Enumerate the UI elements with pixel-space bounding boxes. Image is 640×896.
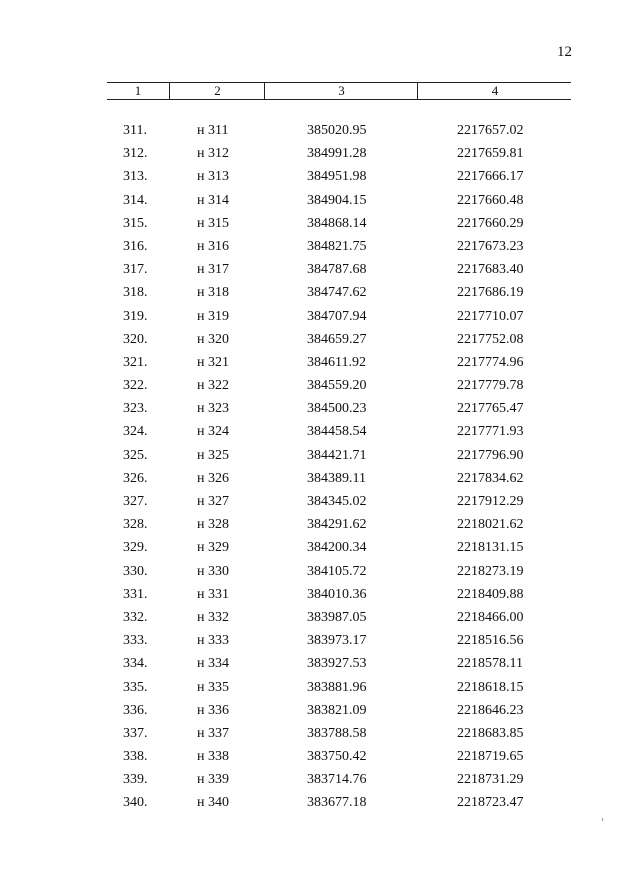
coordinate-y: 2218683.85: [457, 725, 524, 741]
table-row: [107, 351, 571, 374]
coordinate-y: 2217912.29: [457, 494, 524, 509]
row-number: 337.: [123, 725, 148, 741]
coordinate-x: 384291.62: [307, 517, 367, 533]
coordinate-x: 384991.28: [307, 146, 367, 162]
table-row: [107, 235, 571, 258]
coordinate-y: 2217666.17: [457, 169, 524, 185]
row-number: 316.: [123, 238, 148, 254]
point-name: н 320: [197, 331, 229, 347]
header-column-3: 3: [264, 83, 418, 99]
row-number: 339.: [123, 772, 148, 788]
table-row: [107, 606, 571, 629]
point-name: н 334: [197, 656, 229, 672]
coordinate-x: 384787.68: [307, 262, 367, 278]
coordinate-x: 384707.94: [307, 308, 367, 324]
coordinate-x: 384200.34: [307, 540, 367, 556]
table-row: [107, 397, 571, 420]
row-number: 335.: [123, 679, 148, 695]
row-number: 315.: [123, 215, 148, 231]
coordinate-y: 2217710.07: [457, 308, 524, 324]
row-number: 331.: [123, 586, 148, 602]
row-number: 336.: [123, 702, 148, 718]
coordinate-x: 384868.14: [307, 215, 367, 231]
coordinate-y: 2217774.96: [457, 354, 524, 370]
point-name: н 329: [197, 540, 229, 556]
point-name: н 333: [197, 633, 229, 649]
point-name: н 339: [197, 772, 229, 788]
header-column-2: 2: [169, 83, 265, 99]
coordinate-x: 384951.98: [307, 169, 367, 185]
point-name: н 312: [197, 146, 229, 162]
table-row: [107, 142, 571, 165]
row-number: 313.: [123, 169, 148, 185]
row-number: 332.: [123, 609, 148, 625]
point-name: н 316: [197, 238, 229, 254]
point-name: н 336: [197, 702, 229, 718]
table-row: [107, 189, 571, 212]
coordinate-x: 383821.09: [307, 702, 367, 718]
coordinate-y: 2217683.40: [457, 262, 524, 278]
table-row: [107, 119, 571, 142]
point-name: н 323: [197, 401, 229, 417]
row-number: 319.: [123, 308, 148, 324]
point-name: н 327: [197, 494, 229, 509]
table-row: [107, 745, 571, 768]
coordinate-y: 2217660.29: [457, 215, 524, 231]
coordinates-table-body: [107, 119, 571, 815]
scan-mark: [602, 818, 603, 821]
row-number: 328.: [123, 517, 148, 533]
coordinate-y: 2218723.47: [457, 795, 524, 811]
row-number: 322.: [123, 378, 148, 394]
row-number: 314.: [123, 192, 148, 208]
coordinate-x: 383987.05: [307, 609, 367, 625]
coordinate-y: 2217673.23: [457, 238, 524, 254]
point-name: н 314: [197, 192, 229, 208]
coordinate-y: 2218021.62: [457, 517, 524, 533]
header-column-1: 1: [134, 83, 142, 98]
coordinate-x: 383750.42: [307, 749, 367, 765]
table-row: [107, 583, 571, 606]
coordinate-x: 384010.36: [307, 586, 367, 602]
table-row: [107, 467, 571, 490]
point-name: н 330: [197, 563, 229, 579]
coordinate-y: 2218578.11: [457, 656, 523, 672]
table-row: [107, 676, 571, 699]
row-number: 323.: [123, 401, 148, 417]
coordinate-y: 2217765.47: [457, 401, 524, 417]
row-number: 324.: [123, 424, 148, 440]
coordinate-x: 384105.72: [307, 563, 367, 579]
coordinate-x: 384559.20: [307, 378, 367, 394]
row-number: 326.: [123, 470, 148, 486]
point-name: н 313: [197, 169, 229, 185]
coordinate-y: 2217660.48: [457, 192, 524, 208]
row-number: 311.: [123, 123, 147, 138]
row-number: 317.: [123, 262, 148, 278]
row-number: 329.: [123, 540, 148, 556]
row-number: 327.: [123, 494, 148, 509]
table-row: [107, 722, 571, 745]
table-row: [107, 629, 571, 652]
table-header: [107, 82, 571, 100]
row-number: 318.: [123, 285, 148, 301]
coordinate-y: 2218131.15: [457, 540, 524, 556]
coordinate-y: 2217779.78: [457, 378, 524, 394]
point-name: н 311: [197, 123, 229, 138]
coordinate-y: 2218409.88: [457, 586, 524, 602]
coordinate-x: 384747.62: [307, 285, 367, 301]
coordinate-y: 2217752.08: [457, 331, 524, 347]
table-row: [107, 328, 571, 351]
coordinate-y: 2218719.65: [457, 749, 524, 765]
point-name: н 335: [197, 679, 229, 695]
coordinate-y: 2218516.56: [457, 633, 524, 649]
coordinate-y: 2217796.90: [457, 447, 524, 463]
point-name: н 319: [197, 308, 229, 324]
table-row: [107, 165, 571, 188]
coordinate-y: 2217659.81: [457, 146, 524, 162]
point-name: н 318: [197, 285, 229, 301]
point-name: н 317: [197, 262, 229, 278]
table-row: [107, 490, 571, 513]
coordinate-y: 2218646.23: [457, 702, 524, 718]
table-row: [107, 212, 571, 235]
coordinate-x: 383788.58: [307, 725, 367, 741]
coordinate-x: 383677.18: [307, 795, 367, 811]
table-row: [107, 374, 571, 397]
point-name: н 338: [197, 749, 229, 765]
coordinate-y: 2218618.15: [457, 679, 524, 695]
coordinate-x: 384611.92: [307, 354, 366, 370]
coordinate-y: 2218273.19: [457, 563, 524, 579]
coordinate-x: 383881.96: [307, 679, 367, 695]
table-row: [107, 258, 571, 281]
point-name: н 331: [197, 586, 229, 602]
coordinate-y: 2217657.02: [457, 123, 524, 138]
coordinate-x: 384421.71: [307, 447, 367, 463]
point-name: н 322: [197, 378, 229, 394]
table-row: [107, 791, 571, 814]
coordinate-x: 384389.11: [307, 470, 366, 486]
point-name: н 324: [197, 424, 229, 440]
table-row: [107, 536, 571, 559]
coordinate-y: 2218731.29: [457, 772, 524, 788]
row-number: 325.: [123, 447, 148, 463]
point-name: н 326: [197, 470, 229, 486]
point-name: н 328: [197, 517, 229, 533]
coordinate-x: 385020.95: [307, 123, 367, 138]
table-row: [107, 513, 571, 536]
row-number: 338.: [123, 749, 148, 765]
point-name: н 340: [197, 795, 229, 811]
row-number: 320.: [123, 331, 148, 347]
point-name: н 315: [197, 215, 229, 231]
coordinate-x: 383714.76: [307, 772, 367, 788]
row-number: 334.: [123, 656, 148, 672]
row-number: 312.: [123, 146, 148, 162]
coordinate-x: 384345.02: [307, 494, 367, 509]
table-row: [107, 281, 571, 304]
coordinate-y: 2218466.00: [457, 609, 524, 625]
coordinate-x: 384904.15: [307, 192, 367, 208]
row-number: 330.: [123, 563, 148, 579]
point-name: н 321: [197, 354, 229, 370]
page-number: 12: [557, 44, 572, 60]
table-row: [107, 560, 571, 583]
table-row: [107, 652, 571, 675]
coordinate-x: 383973.17: [307, 633, 367, 649]
point-name: н 325: [197, 447, 229, 463]
table-row: [107, 305, 571, 328]
coordinate-x: 384659.27: [307, 331, 367, 347]
coordinate-y: 2217834.62: [457, 470, 524, 486]
row-number: 321.: [123, 354, 148, 370]
coordinate-x: 383927.53: [307, 656, 367, 672]
row-number: 340.: [123, 795, 148, 811]
table-row: [107, 768, 571, 791]
point-name: н 332: [197, 609, 229, 625]
header-column-4: 4: [417, 83, 572, 99]
table-row: [107, 420, 571, 443]
coordinate-x: 384821.75: [307, 238, 367, 254]
row-number: 333.: [123, 633, 148, 649]
table-row: [107, 444, 571, 467]
table-row: [107, 699, 571, 722]
coordinate-x: 384458.54: [307, 424, 367, 440]
coordinate-y: 2217771.93: [457, 424, 524, 440]
coordinate-x: 384500.23: [307, 401, 367, 417]
coordinate-y: 2217686.19: [457, 285, 524, 301]
point-name: н 337: [197, 725, 229, 741]
